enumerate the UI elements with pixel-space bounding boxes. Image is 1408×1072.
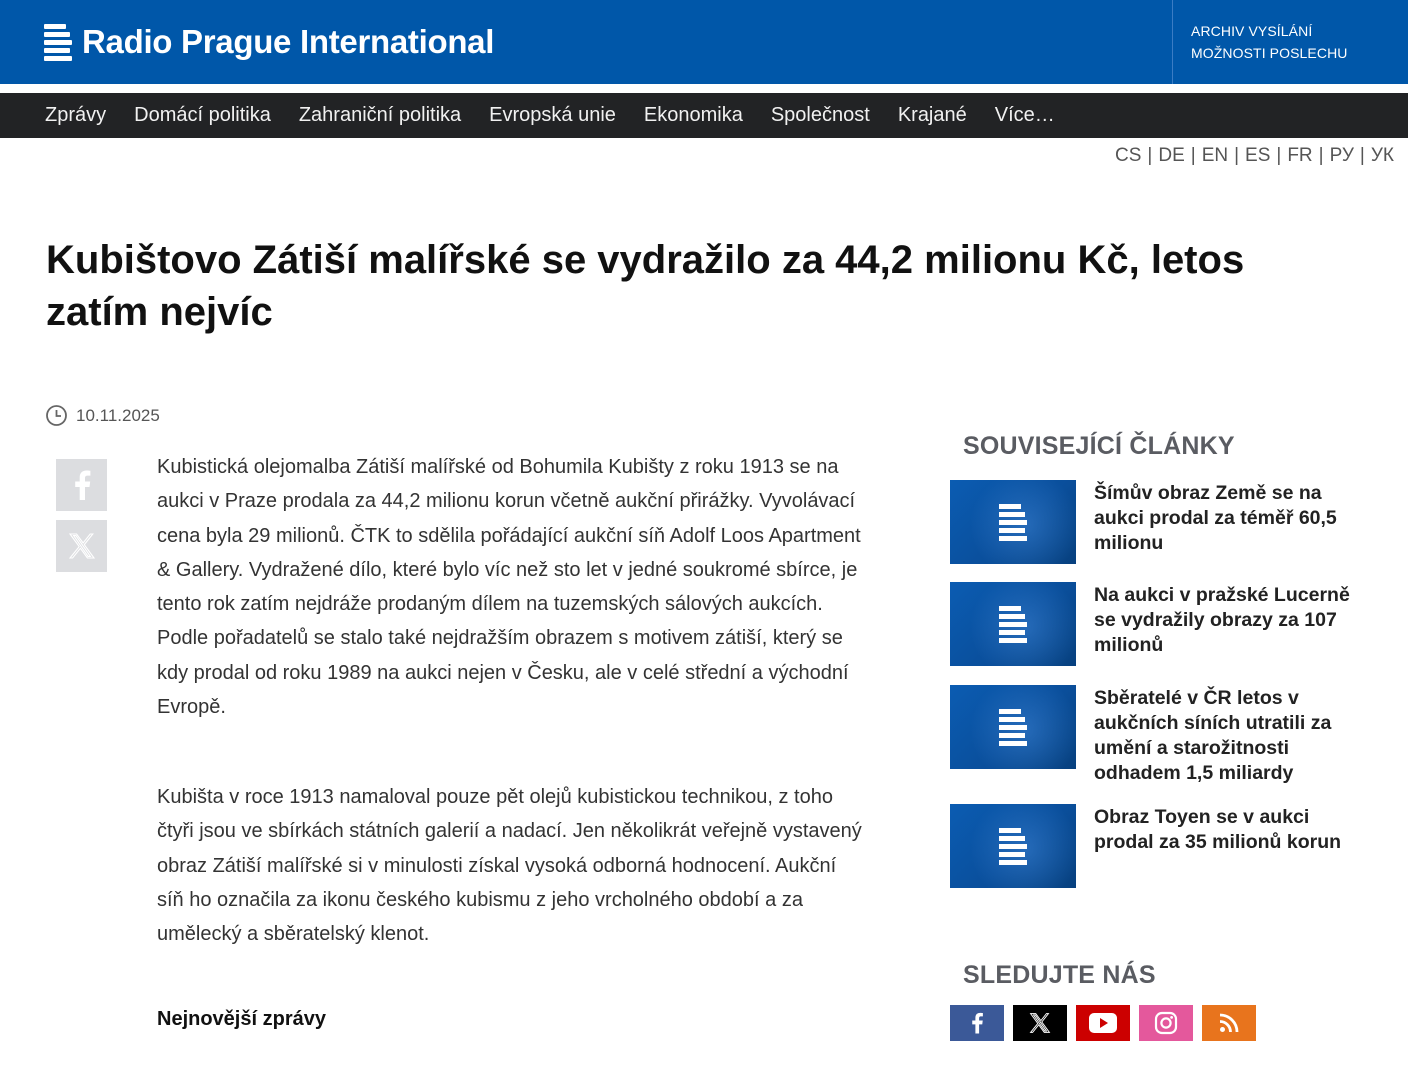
- header-links: [1191, 20, 1348, 64]
- related-article-title[interactable]: Na aukci v pražské Lucerně se vydražily obrazy za 107 milionů: [1094, 584, 1350, 656]
- related-article[interactable]: [950, 685, 1370, 786]
- cro-logo-icon: [999, 828, 1027, 864]
- nav-item-vice[interactable]: Více…: [994, 104, 1055, 126]
- related-article-thumbnail: [950, 804, 1076, 888]
- share-facebook-button[interactable]: [56, 459, 107, 511]
- nav-item-domaci-politika[interactable]: Domácí politika: [134, 104, 271, 126]
- instagram-icon: [1154, 1011, 1178, 1035]
- latest-news-heading[interactable]: Nejnovější zprávy: [157, 1008, 326, 1030]
- lang-ru[interactable]: РУ: [1329, 145, 1354, 166]
- youtube-icon: [1089, 1013, 1117, 1033]
- lang-en[interactable]: EN: [1201, 145, 1229, 166]
- social-youtube-button[interactable]: [1076, 1005, 1130, 1041]
- nav-item-evropska-unie[interactable]: Evropská unie: [489, 104, 616, 126]
- follow-us-heading: SLEDUJTE NÁS: [963, 961, 1156, 989]
- social-x-button[interactable]: [1013, 1005, 1067, 1041]
- x-icon: [1029, 1012, 1051, 1034]
- clock-icon: [45, 404, 68, 427]
- related-article-title[interactable]: Šímův obraz Země se na aukci prodal za téměř 60,5 milionu: [1094, 482, 1337, 554]
- article-date-text: 10.11.2025: [76, 405, 160, 425]
- article-paragraph: Kubišta v roce 1913 namaloval pouze pět olejů kubistickou technikou, z toho čtyři jsou ve sbírkách státních galerií a nadací. Jen několikrát veřejně vystavený obraz Zátiší malířské si v minulosti získal vysoká odborná hodnocení. Aukční síň ho označila za ikonu českého kubismu z jeho vrcholného období a za umělecký a sběratelský klenot.: [157, 786, 862, 946]
- rss-icon: [1219, 1013, 1239, 1033]
- site-header: [0, 0, 1408, 84]
- social-instagram-button[interactable]: [1139, 1005, 1193, 1041]
- lang-cs[interactable]: CS: [1115, 145, 1142, 166]
- related-article-title[interactable]: Obraz Toyen se v aukci prodal za 35 milionů korun: [1094, 806, 1342, 853]
- article-title: Kubištovo Zátiší malířské se vydražilo za 44,2 milionu Kč, letos zatím nejvíc: [46, 238, 1245, 334]
- related-article-thumbnail: [950, 582, 1076, 666]
- related-article[interactable]: [950, 480, 1370, 564]
- related-article[interactable]: [950, 582, 1370, 666]
- related-articles-heading: SOUVISEJÍCÍ ČLÁNKY: [963, 432, 1235, 460]
- nav-item-krajane[interactable]: Krajané: [897, 104, 967, 126]
- lang-es[interactable]: ES: [1245, 145, 1271, 166]
- related-article-thumbnail: [950, 685, 1076, 769]
- listening-options-link[interactable]: MOŽNOSTI POSLECHU: [1191, 45, 1348, 61]
- lang-uk[interactable]: УК: [1370, 145, 1394, 166]
- site-logo-text: Radio Prague International: [82, 23, 495, 60]
- x-icon: [68, 532, 96, 560]
- nav-item-zahranicni-politika[interactable]: Zahraniční politika: [298, 104, 462, 126]
- article-paragraph: Kubistická olejomalba Zátiší malířské od Bohumila Kubišty z roku 1913 se na aukci v Praze prodala za 44,2 milionu korun včetně aukční přirážky. Vyvolávací cena byla 29 milionů. ČTK to sdělila pořádající aukční síň Adolf Loos Apartment & Gallery. Vydražené dílo, které bylo víc než sto let v jedné soukromé sbírce, je tento rok zatím nejdráže prodaným dílem na tuzemských sálových aukcích. Podle pořadatelů se stalo také nejdražším obrazem s motivem zátiší, který se kdy prodal od roku 1989 na aukci nejen v Česku, ale v celé střední a východní Evropě.: [157, 456, 861, 719]
- cro-logo-icon: [999, 709, 1027, 745]
- nav-item-zpravy[interactable]: Zprávy: [45, 104, 107, 126]
- social-rss-button[interactable]: [1202, 1005, 1256, 1041]
- language-switcher: CS | DE | EN | ES | FR | РУ | УК: [1115, 145, 1394, 166]
- facebook-icon: [970, 1011, 984, 1035]
- related-article-thumbnail: [950, 480, 1076, 564]
- social-facebook-button[interactable]: [950, 1005, 1004, 1041]
- article-date: [45, 404, 160, 427]
- share-x-button[interactable]: [56, 520, 107, 572]
- related-article-title[interactable]: Sběratelé v ČR letos v aukčních síních utratili za umění a starožitnosti odhadem 1,5 miliardy: [1094, 687, 1332, 784]
- archive-link[interactable]: ARCHIV VYSÍLÁNÍ: [1191, 23, 1313, 39]
- lang-de[interactable]: DE: [1158, 145, 1185, 166]
- nav-item-spolecnost[interactable]: Společnost: [770, 104, 870, 126]
- cro-logo-icon: [44, 24, 72, 60]
- header-divider: [1172, 0, 1173, 84]
- facebook-icon: [72, 470, 92, 500]
- nav-item-ekonomika[interactable]: Ekonomika: [643, 104, 743, 126]
- related-article[interactable]: [950, 804, 1370, 888]
- cro-logo-icon: [999, 606, 1027, 642]
- cro-logo-icon: [999, 504, 1027, 540]
- lang-fr[interactable]: FR: [1287, 145, 1313, 166]
- main-nav: [0, 93, 1408, 138]
- site-logo[interactable]: [44, 22, 494, 62]
